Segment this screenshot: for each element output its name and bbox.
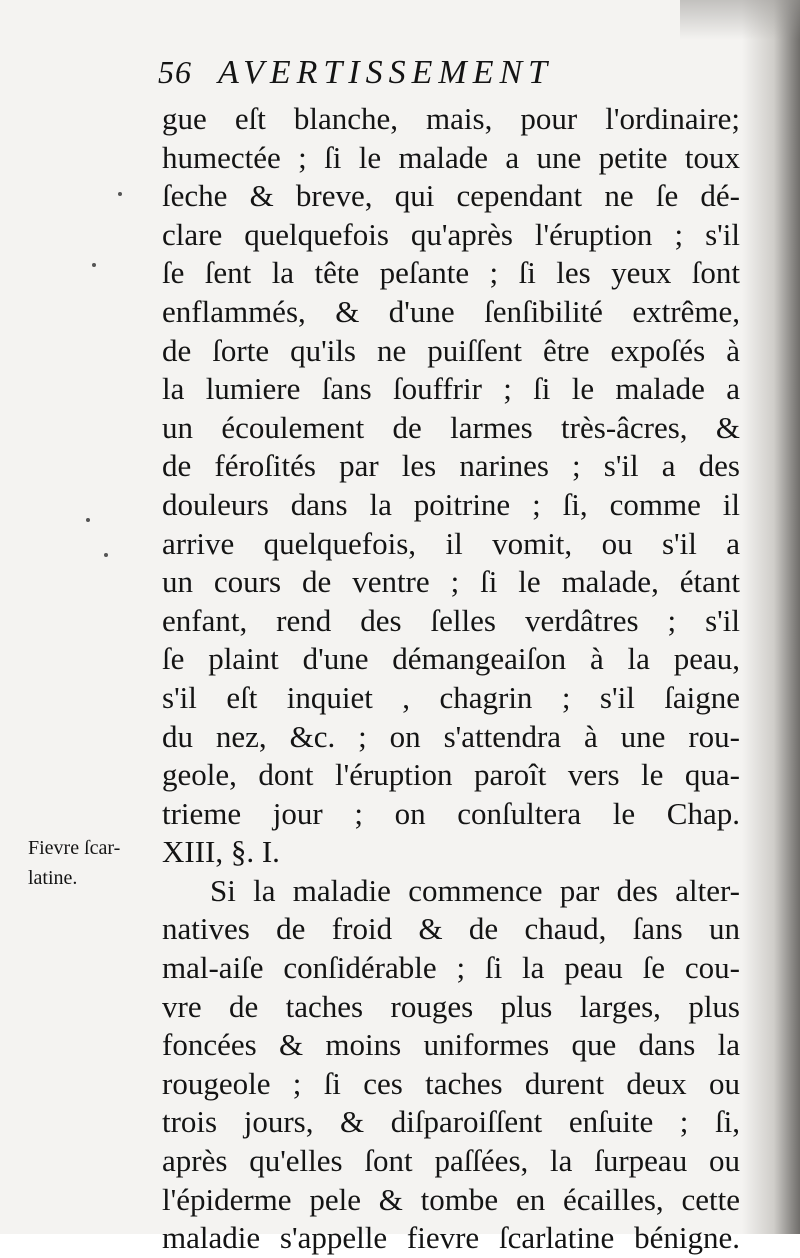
text-line: mal-aiſe conſidérable ; ſi la peau ſe cou- xyxy=(162,950,740,986)
running-head: AVERTISSEMENT xyxy=(218,54,554,91)
text-line: maladie s'appelle fievre ſcarlatine bénigne. xyxy=(162,1220,740,1256)
text-line: ſe ſent la tête peſante ; ſi les yeux ſont xyxy=(162,255,740,291)
text-line: un écoulement de larmes très-âcres, & xyxy=(162,409,740,445)
margin-note xyxy=(28,833,158,893)
text-line: de féroſités par les narines ; s'il a des xyxy=(162,448,740,484)
text-line: ſeche & breve, qui cependant ne ſe dé- xyxy=(162,178,740,214)
text-line: gue eſt blanche, mais, pour l'ordinaire; xyxy=(162,101,740,136)
text-line: enfant, rend des ſelles verdâtres ; s'il xyxy=(162,602,740,638)
ink-speck xyxy=(104,553,108,557)
text-line: enflammés, & d'une ſenſibilité extrême, xyxy=(162,293,740,329)
text-line: douleurs dans la poitrine ; ſi, comme il xyxy=(162,486,740,522)
text-line: Si la maladie commence par des alter- xyxy=(210,872,740,908)
text-line: foncées & moins uniformes que dans la xyxy=(162,1027,740,1063)
text-line: après qu'elles ſont paſſées, la ſurpeau ou xyxy=(162,1143,740,1179)
text-line: rougeole ; ſi ces taches durent deux ou xyxy=(162,1065,740,1101)
text-line: s'il eſt inquiet , chagrin ; s'il ſaigne xyxy=(162,679,740,715)
text-line: vre de taches rouges plus larges, plus xyxy=(162,988,740,1024)
text-line: du nez, &c. ; on s'attendra à une rou- xyxy=(162,718,740,754)
text-line: humectée ; ſi le malade a une petite toux xyxy=(162,139,740,175)
page-header xyxy=(158,54,553,104)
body-text xyxy=(162,100,740,1258)
page-edge-shadow xyxy=(680,0,800,40)
text-line: geole, dont l'éruption paroît vers le qua- xyxy=(162,757,740,793)
ink-speck xyxy=(92,263,96,267)
text-line: arrive quelquefois, il vomit, ou s'il a xyxy=(162,525,740,561)
text-line: trois jours, & diſparoiſſent enſuite ; ſi, xyxy=(162,1104,740,1140)
text-line: l'épiderme pele & tombe en écailles, cette xyxy=(162,1181,740,1217)
text-line: trieme jour ; on conſultera le Chap. xyxy=(162,795,740,831)
text-line: XIII, §. I. xyxy=(162,834,280,870)
text-line: un cours de ventre ; ſi le malade, étant xyxy=(162,564,740,600)
ink-speck xyxy=(118,192,122,196)
text-line: ſe plaint d'une démangeaiſon à la peau, xyxy=(162,641,740,677)
margin-note-line-2: latine. xyxy=(28,867,78,889)
margin-note-line-1: Fievre ſcar- xyxy=(28,837,121,859)
page-number: 56 xyxy=(158,54,192,90)
ink-speck xyxy=(86,518,90,522)
text-line: de ſorte qu'ils ne puiſſent être expoſés à xyxy=(162,332,740,368)
text-line: la lumiere ſans ſouffrir ; ſi le malade a xyxy=(162,371,740,407)
text-line: natives de froid & de chaud, ſans un xyxy=(162,911,740,947)
page-gutter-shadow xyxy=(742,0,800,1234)
text-line: clare quelquefois qu'après l'éruption ; s'il xyxy=(162,216,740,252)
